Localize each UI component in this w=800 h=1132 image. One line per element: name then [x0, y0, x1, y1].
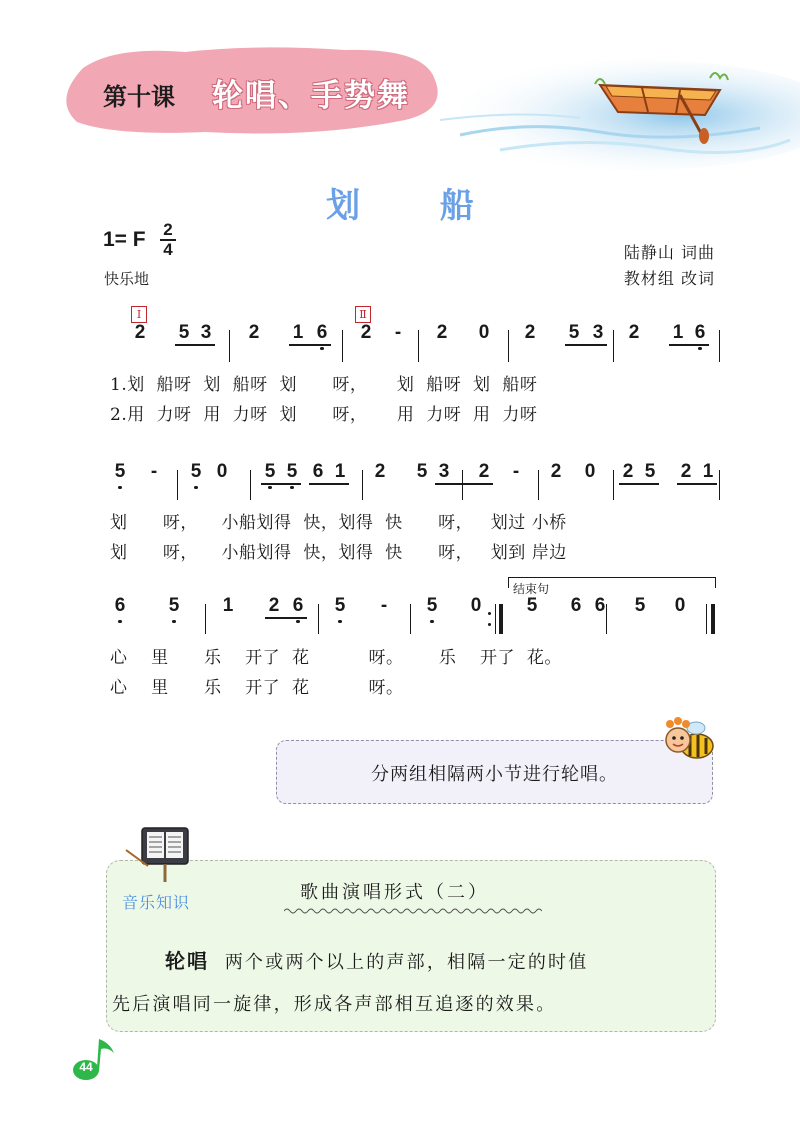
jianpu-note: 2 [134, 322, 146, 343]
lyric-line-verse-1: 心 里 乐 开了 花 呀。 乐 开了 花。 [110, 648, 562, 668]
jianpu-note: 5 [178, 322, 190, 343]
lyric-line-verse-1: 划 呀， 小船划得 快，划得 快 呀， 划过 小桥 [110, 513, 567, 533]
low-octave-dot [118, 486, 121, 489]
eighth-note-underline [669, 344, 709, 346]
eighth-note-underline [435, 483, 493, 485]
jianpu-note: 2 [622, 461, 634, 482]
low-octave-dot [430, 620, 433, 623]
jianpu-note: 0 [216, 461, 228, 482]
jianpu-note: 5 [644, 461, 656, 482]
bee-icon [652, 710, 718, 770]
knowledge-term: 轮唱 [165, 949, 209, 973]
final-thin-barline [706, 604, 707, 634]
barline [362, 470, 363, 500]
low-octave-dot [698, 347, 701, 350]
jianpu-note: 0 [478, 322, 490, 343]
knowledge-line-1 [165, 945, 588, 974]
barline [318, 604, 319, 634]
jianpu-note: 0 [674, 595, 686, 616]
low-octave-dot [290, 486, 293, 489]
eighth-note-underline [565, 344, 607, 346]
barline [538, 470, 539, 500]
repeat-dot [488, 623, 491, 626]
eighth-note-underline [677, 483, 717, 485]
jianpu-note: 5 [264, 461, 276, 482]
jianpu-note: 2 [628, 322, 640, 343]
jianpu-note: 5 [568, 322, 580, 343]
barline [462, 470, 463, 500]
final-thick-barline [711, 604, 715, 634]
barline [177, 470, 178, 500]
jianpu-note: 5 [526, 595, 538, 616]
repeat-dot [488, 612, 491, 615]
jianpu-note: 2 [360, 322, 372, 343]
time-signature-bottom: 4 [163, 240, 173, 259]
knowledge-definition-1: 两个或两个以上的声部，相隔一定的时值 [209, 952, 589, 973]
lyric-line-verse-2: 心 里 乐 开了 花 呀。 [110, 678, 404, 698]
barline [229, 330, 230, 362]
jianpu-note: 5 [114, 461, 126, 482]
jianpu-note: 3 [438, 461, 450, 482]
barline [508, 330, 509, 362]
eighth-note-underline [309, 483, 349, 485]
jianpu-note: - [394, 322, 402, 343]
section-mark: Ⅰ [131, 306, 147, 323]
knowledge-line-2: 先后演唱同一旋律，形成各声部相互追逐的效果。 [112, 994, 557, 1015]
barline [205, 604, 206, 634]
jianpu-note: 0 [584, 461, 596, 482]
jianpu-note: 1 [292, 322, 304, 343]
instruction-text: 分两组相隔两小节进行轮唱。 [371, 764, 618, 785]
jianpu-note: 2 [436, 322, 448, 343]
jianpu-note: 5 [634, 595, 646, 616]
eighth-note-underline [175, 344, 215, 346]
eighth-note-underline [619, 483, 659, 485]
jianpu-note: - [380, 595, 388, 616]
jianpu-note: 5 [168, 595, 180, 616]
repeat-thin-barline [495, 604, 496, 634]
jianpu-note: 6 [316, 322, 328, 343]
eighth-note-underline [261, 483, 301, 485]
low-octave-dot [320, 347, 323, 350]
jianpu-note: 5 [426, 595, 438, 616]
jianpu-note: 6 [694, 322, 706, 343]
lyric-line-verse-1: 1.划 船呀 划 船呀 划 呀， 划 船呀 划 船呀 [110, 375, 538, 395]
barline [418, 330, 419, 362]
jianpu-note: 2 [524, 322, 536, 343]
jianpu-note: 6 [292, 595, 304, 616]
barline [342, 330, 343, 362]
knowledge-title: 歌曲演唱形式（二） [300, 882, 489, 903]
credit-composer: 陆静山 词曲 [623, 243, 715, 262]
jianpu-note: 6 [594, 595, 606, 616]
low-octave-dot [172, 620, 175, 623]
music-stand-icon [122, 822, 202, 884]
barline [613, 330, 614, 362]
jianpu-note: 3 [592, 322, 604, 343]
title-wavy-underline [284, 907, 542, 915]
time-signature-top: 2 [163, 220, 173, 239]
jianpu-note: - [512, 461, 520, 482]
jianpu-note: 1 [672, 322, 684, 343]
jianpu-note: 3 [200, 322, 212, 343]
low-octave-dot [338, 620, 341, 623]
jianpu-note: 2 [248, 322, 260, 343]
jianpu-note: 6 [570, 595, 582, 616]
eighth-note-underline [265, 617, 307, 619]
low-octave-dot [194, 486, 197, 489]
key-signature: 1= F [103, 228, 146, 251]
jianpu-note: 1 [334, 461, 346, 482]
barline [613, 470, 614, 500]
barline [606, 604, 607, 634]
lyric-line-verse-2: 划 呀， 小船划得 快，划得 快 呀， 划到 岸边 [110, 543, 567, 563]
eighth-note-underline [289, 344, 331, 346]
jianpu-note: 1 [222, 595, 234, 616]
low-octave-dot [268, 486, 271, 489]
jianpu-note: 5 [334, 595, 346, 616]
song-title: 划 船 [326, 186, 508, 226]
jianpu-note: 2 [680, 461, 692, 482]
low-octave-dot [118, 620, 121, 623]
jianpu-note: 2 [550, 461, 562, 482]
jianpu-note: 1 [702, 461, 714, 482]
barline [719, 470, 720, 500]
section-mark: Ⅱ [355, 306, 371, 323]
barline [250, 470, 251, 500]
jianpu-note: 0 [470, 595, 482, 616]
jianpu-note: 5 [190, 461, 202, 482]
page-number: 44 [79, 1060, 93, 1074]
jianpu-note: 2 [268, 595, 280, 616]
jianpu-note: 5 [416, 461, 428, 482]
jianpu-note: 6 [312, 461, 324, 482]
tempo-marking: 快乐地 [104, 270, 150, 288]
ending-label: 结束句 [513, 582, 550, 596]
jianpu-note: 2 [374, 461, 386, 482]
lyric-line-verse-2: 2.用 力呀 用 力呀 划 呀， 用 力呀 用 力呀 [110, 405, 538, 425]
jianpu-note: 2 [478, 461, 490, 482]
jianpu-note: 6 [114, 595, 126, 616]
credit-lyric-adapter: 教材组 改词 [623, 269, 715, 288]
low-octave-dot [296, 620, 299, 623]
knowledge-tag: 音乐知识 [122, 893, 191, 912]
repeat-thick-barline [499, 604, 503, 634]
lesson-number: 第十课 [103, 83, 175, 111]
barline [719, 330, 720, 362]
jianpu-note: - [150, 461, 158, 482]
lesson-name: 轮唱、手势舞 [212, 78, 410, 114]
jianpu-note: 5 [286, 461, 298, 482]
barline [410, 604, 411, 634]
